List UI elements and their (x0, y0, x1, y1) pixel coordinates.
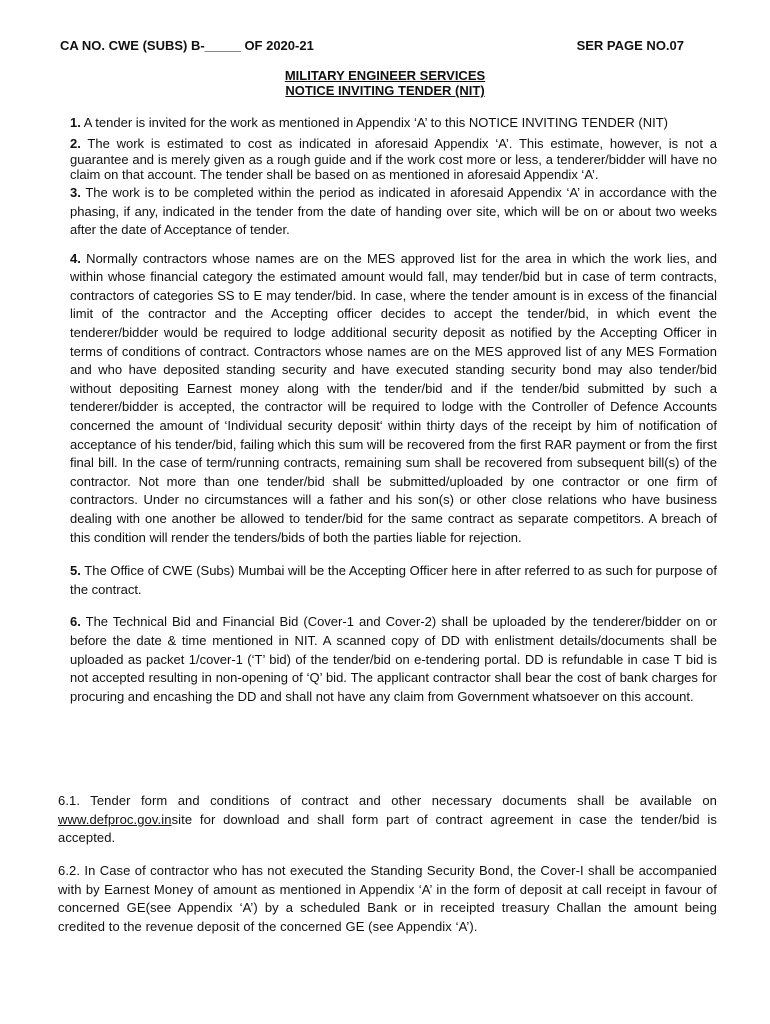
org-title: MILITARY ENGINEER SERVICES (284, 68, 486, 83)
paragraph-3 (70, 184, 717, 240)
paragraph-number: 4. (70, 250, 81, 266)
doc-title: NOTICE INVITING TENDER (NIT) (285, 83, 485, 98)
paragraph-number: 5. (70, 563, 81, 579)
subparagraph-text: 6.1. Tender form and conditions of contract and other necessary documents shall be available on (58, 793, 717, 808)
paragraph-6 (70, 613, 717, 707)
ser-page-number: SER PAGE NO.07 (576, 38, 684, 53)
paragraph-2 (70, 136, 717, 182)
subparagraph-6-1 (58, 792, 717, 848)
paragraph-text: A tender is invited for the work as mentioned in Appendix ‘A’ to this NOTICE INVITING TENDER (NIT) (80, 115, 668, 130)
paragraph-5 (70, 562, 717, 599)
paragraph-text: The work is to be completed within the period as indicated in aforesaid Appendix ‘A’ in accordance with the phasing, if any, indicated in the tender from the date of handing over site, which will be on or about two weeks after the date of Acceptance of tender. (70, 185, 717, 238)
subparagraph-6-2 (58, 862, 717, 937)
paragraph-4 (70, 250, 717, 548)
contract-number: CA NO. CWE (SUBS) B-_____ OF 2020-21 (60, 38, 314, 53)
paragraph-number: 1. (70, 115, 81, 130)
subparagraph-text: 6.2. In Case of contractor who has not executed the Standing Security Bond, the Cover-I shall be accompanied with by Earnest Money of amount as mentioned in Appendix ‘A’ in the form of deposit at call receipt in favour of concerned GE(see Appendix ‘A’) by a scheduled Bank or in receipted treasury Challan the amount being credited to the revenue deposit of the concerned GE (see Appendix ‘A’). (58, 863, 717, 935)
paragraph-text: The work is estimated to cost as indicated in aforesaid Appendix ‘A’. This estimate, however, is not a guarantee and is merely given as a rough guide and if the work cost more or less, a tenderer/bidder will have no claim on that account. The tender shall be based on as mentioned in aforesaid Appendix ‘A’. (70, 136, 717, 182)
paragraph-1 (70, 115, 717, 130)
paragraph-text: Normally contractors whose names are on the MES approved list for the area in which the work lies, and within whose financial category the estimated amount would fall, may tender/bid but in case of term contracts, contractors of categories SS to E may tender/bid. In case, where the tender amount is in excess of the financial limit of the contractor and the Accepting officer decides to accept the tender/bid, in which event the tenderer/bidder would be required to lodge additional security deposit as notified by the Accepting Officer in terms of conditions of contract. Contractors whose names are on the MES approved list of any MES Formation and who have deposited standing security and have executed standing security bond may also tender/bid without depositing Earnest money along with the tender/bid and if the tender/bid submitted by such a tenderer/bidder is accepted, the contractor will be required to lodge with the Controller of Defence Accounts concerned the amount of ‘Individual security deposit‘ within thirty days of the receipt by him of notification of acceptance of his tender/bid, failing which this sum will be recovered from the first RAR payment or from the first final bill. In the case of term/running contracts, remaining sum shall be recovered from subsequent bill(s) of the contractor. Not more than one tender/bid shall be submitted/uploaded by one contractor or one firm of contractors. Under no circumstances will a father and his son(s) or other close relations who have business dealing with one another be allowed to tender/bid for the same contract as separate competitors. A breach of this condition will render the tenders/bids of both the parties liable for rejection. (70, 250, 717, 545)
paragraph-number: 2. (70, 136, 81, 152)
paragraph-number: 6. (70, 614, 81, 630)
subparagraph-text: site for download and shall form part of contract agreement in case the tender/bid is accepted. (58, 811, 717, 846)
defproc-link[interactable]: www.defproc.gov.in (58, 811, 172, 827)
document-body (70, 115, 717, 707)
paragraph-text: The Office of CWE (Subs) Mumbai will be the Accepting Officer here in after referred to as such for purpose of the contract. (70, 563, 717, 597)
document-titles (0, 68, 770, 98)
paragraph-text: The Technical Bid and Financial Bid (Cover-1 and Cover-2) shall be uploaded by the tenderer/bidder on or before the date & time mentioned in NIT. A scanned copy of DD with enlistment details/documents shall be uploaded as packet 1/cover-1 (‘T’ bid) of the tender/bid on e-tendering portal. DD is refundable in case T bid is not accepted resulting in non-opening of ‘Q’ bid. The applicant contractor shall bear the cost of bank charges for procuring and encashing the DD and shall not have any claim from Government whatsoever on this account. (70, 614, 717, 705)
paragraph-number: 3. (70, 185, 81, 201)
